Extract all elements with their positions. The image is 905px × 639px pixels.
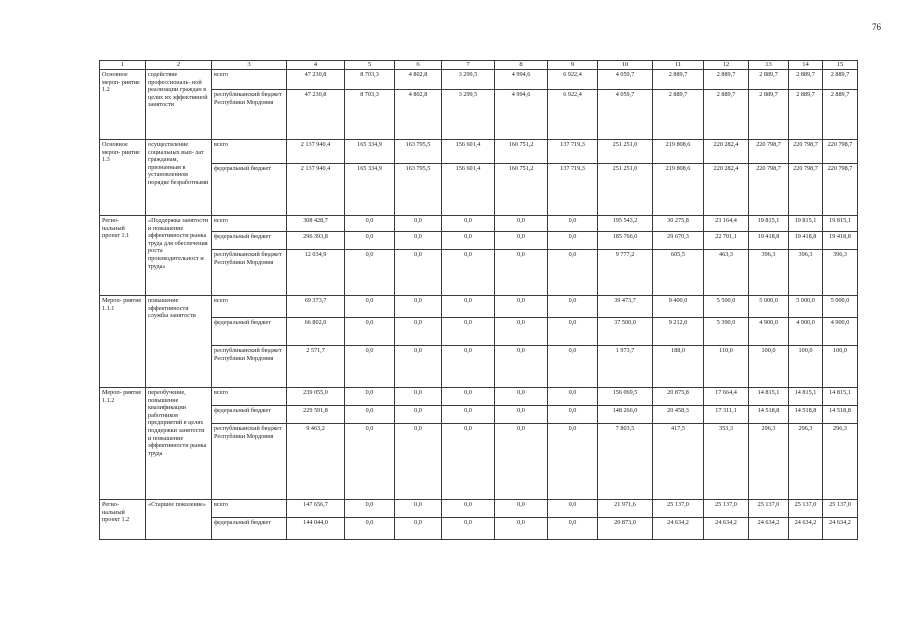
- funding-source-cell: всего: [212, 140, 287, 164]
- amount-cell: 2 889,7: [823, 70, 858, 90]
- amount-cell: 9 777,2: [598, 250, 653, 296]
- amount-cell: 2 889,7: [653, 90, 704, 140]
- amount-cell: 4 802,8: [395, 70, 442, 90]
- amount-cell: 296,3: [789, 424, 823, 500]
- amount-cell: 219 808,6: [653, 140, 704, 164]
- amount-cell: 0,0: [548, 406, 598, 424]
- table-row: [100, 406, 858, 424]
- amount-cell: 239 055,0: [287, 388, 345, 406]
- table-row: [100, 90, 858, 140]
- amount-cell: 4 059,7: [598, 90, 653, 140]
- amount-cell: 5 000,0: [749, 296, 789, 318]
- amount-cell: 2 889,7: [704, 90, 749, 140]
- amount-cell: 12 034,9: [287, 250, 345, 296]
- amount-cell: 0,0: [548, 318, 598, 346]
- amount-cell: 0,0: [395, 216, 442, 232]
- amount-cell: 17 311,1: [704, 406, 749, 424]
- amount-cell: 24 634,2: [704, 518, 749, 540]
- funding-source-cell: всего: [212, 388, 287, 406]
- amount-cell: 0,0: [495, 500, 548, 518]
- header-cell: 4: [287, 61, 345, 70]
- amount-cell: 0,0: [395, 250, 442, 296]
- amount-cell: 2 137 940,4: [287, 140, 345, 164]
- header-cell: 8: [495, 61, 548, 70]
- amount-cell: 3 299,5: [442, 70, 495, 90]
- amount-cell: 156 601,4: [442, 164, 495, 216]
- amount-cell: 0,0: [395, 296, 442, 318]
- table-row: [100, 346, 858, 388]
- program-name-cell: переобучение, повышение квалификации работников предприятий в целях поддержки занятости и повышение эффективности рынка труда: [146, 388, 212, 500]
- amount-cell: 29 670,3: [653, 232, 704, 250]
- amount-cell: 0,0: [495, 318, 548, 346]
- amount-cell: 24 634,2: [749, 518, 789, 540]
- amount-cell: 24 634,2: [823, 518, 858, 540]
- amount-cell: 20 873,0: [598, 518, 653, 540]
- amount-cell: 163 795,5: [395, 140, 442, 164]
- amount-cell: 0,0: [345, 346, 395, 388]
- amount-cell: 220 798,7: [789, 140, 823, 164]
- budget-table: [99, 60, 858, 540]
- amount-cell: 4 994,6: [495, 70, 548, 90]
- table-row: [100, 318, 858, 346]
- amount-cell: 0,0: [495, 424, 548, 500]
- amount-cell: 0,0: [442, 296, 495, 318]
- amount-cell: 19 418,8: [749, 232, 789, 250]
- table-row: [100, 388, 858, 406]
- amount-cell: 2 889,7: [704, 70, 749, 90]
- amount-cell: 100,0: [749, 346, 789, 388]
- funding-source-cell: федеральный бюджет: [212, 232, 287, 250]
- funding-source-cell: федеральный бюджет: [212, 164, 287, 216]
- amount-cell: 22 701,1: [704, 232, 749, 250]
- amount-cell: 0,0: [345, 518, 395, 540]
- program-code-cell: Основное мероп- риятие 1.2: [100, 70, 146, 140]
- amount-cell: 21 971,6: [598, 500, 653, 518]
- program-name-cell: «Старшее поколение»: [146, 500, 212, 540]
- header-cell: 11: [653, 61, 704, 70]
- amount-cell: 19 815,1: [749, 216, 789, 232]
- amount-cell: 4 059,7: [598, 70, 653, 90]
- amount-cell: 0,0: [495, 296, 548, 318]
- amount-cell: 6 922,4: [548, 70, 598, 90]
- amount-cell: 163 795,5: [395, 164, 442, 216]
- amount-cell: 220 798,7: [749, 164, 789, 216]
- amount-cell: 24 634,2: [789, 518, 823, 540]
- amount-cell: 396,3: [789, 250, 823, 296]
- amount-cell: 37 500,0: [598, 318, 653, 346]
- amount-cell: 8 703,3: [345, 70, 395, 90]
- amount-cell: 0,0: [395, 406, 442, 424]
- amount-cell: 296,3: [749, 424, 789, 500]
- header-cell: 10: [598, 61, 653, 70]
- program-name-cell: повышение эффективности службы занятости: [146, 296, 212, 388]
- table-row: [100, 140, 858, 164]
- amount-cell: 220 798,7: [789, 164, 823, 216]
- amount-cell: 148 266,0: [598, 406, 653, 424]
- amount-cell: 308 428,7: [287, 216, 345, 232]
- amount-cell: 0,0: [345, 500, 395, 518]
- amount-cell: 0,0: [548, 388, 598, 406]
- amount-cell: 14 518,8: [823, 406, 858, 424]
- amount-cell: 9 400,0: [653, 296, 704, 318]
- amount-cell: 6 922,4: [548, 90, 598, 140]
- program-code-cell: Регио- нальный проект 1.2: [100, 500, 146, 540]
- amount-cell: 4 900,0: [789, 318, 823, 346]
- amount-cell: 2 571,7: [287, 346, 345, 388]
- header-cell: 3: [212, 61, 287, 70]
- amount-cell: 0,0: [495, 346, 548, 388]
- amount-cell: 25 137,0: [749, 500, 789, 518]
- amount-cell: 0,0: [548, 500, 598, 518]
- amount-cell: 296,3: [823, 424, 858, 500]
- amount-cell: 14 815,1: [789, 388, 823, 406]
- funding-source-cell: республиканский бюджет Республики Мордовия: [212, 250, 287, 296]
- amount-cell: 2 889,7: [789, 90, 823, 140]
- header-cell: 14: [789, 61, 823, 70]
- amount-cell: 4 900,0: [749, 318, 789, 346]
- amount-cell: 0,0: [442, 346, 495, 388]
- table-row: [100, 164, 858, 216]
- amount-cell: 2 889,7: [789, 70, 823, 90]
- amount-cell: 0,0: [548, 232, 598, 250]
- amount-cell: 219 808,6: [653, 164, 704, 216]
- amount-cell: 229 591,8: [287, 406, 345, 424]
- amount-cell: 9 463,2: [287, 424, 345, 500]
- amount-cell: 2 889,7: [823, 90, 858, 140]
- amount-cell: 251 251,0: [598, 164, 653, 216]
- header-cell: 2: [146, 61, 212, 70]
- amount-cell: 4 802,8: [395, 90, 442, 140]
- amount-cell: 19 815,1: [823, 216, 858, 232]
- amount-cell: 100,0: [823, 346, 858, 388]
- header-cell: 5: [345, 61, 395, 70]
- amount-cell: 185 766,0: [598, 232, 653, 250]
- amount-cell: 0,0: [442, 518, 495, 540]
- funding-source-cell: федеральный бюджет: [212, 318, 287, 346]
- table-row: [100, 500, 858, 518]
- amount-cell: 0,0: [548, 518, 598, 540]
- amount-cell: 0,0: [395, 518, 442, 540]
- amount-cell: 19 418,8: [789, 232, 823, 250]
- amount-cell: 0,0: [395, 424, 442, 500]
- header-cell: 9: [548, 61, 598, 70]
- amount-cell: 14 815,1: [749, 388, 789, 406]
- funding-source-cell: всего: [212, 500, 287, 518]
- amount-cell: 66 802,0: [287, 318, 345, 346]
- amount-cell: 165 334,9: [345, 164, 395, 216]
- amount-cell: 0,0: [442, 250, 495, 296]
- amount-cell: 137 719,3: [548, 164, 598, 216]
- amount-cell: 0,0: [495, 216, 548, 232]
- amount-cell: 25 137,0: [704, 500, 749, 518]
- amount-cell: 0,0: [345, 406, 395, 424]
- funding-source-cell: всего: [212, 296, 287, 318]
- program-code-cell: Основное мероп- риятие 1.3: [100, 140, 146, 216]
- amount-cell: 19 815,1: [789, 216, 823, 232]
- funding-source-cell: всего: [212, 70, 287, 90]
- amount-cell: 0,0: [495, 388, 548, 406]
- amount-cell: 2 137 940,4: [287, 164, 345, 216]
- amount-cell: 296 393,8: [287, 232, 345, 250]
- amount-cell: 5 000,0: [823, 296, 858, 318]
- funding-source-cell: федеральный бюджет: [212, 518, 287, 540]
- header-row: [100, 61, 858, 70]
- table-row: [100, 518, 858, 540]
- table-row: [100, 296, 858, 318]
- program-code-cell: Регио- нальный проект 1.1: [100, 216, 146, 296]
- amount-cell: 0,0: [345, 296, 395, 318]
- table-row: [100, 250, 858, 296]
- funding-source-cell: всего: [212, 216, 287, 232]
- funding-source-cell: федеральный бюджет: [212, 406, 287, 424]
- amount-cell: 0,0: [442, 406, 495, 424]
- amount-cell: 220 282,4: [704, 164, 749, 216]
- amount-cell: 0,0: [395, 388, 442, 406]
- amount-cell: 4 900,0: [823, 318, 858, 346]
- amount-cell: 23 164,4: [704, 216, 749, 232]
- amount-cell: 19 418,8: [823, 232, 858, 250]
- amount-cell: 0,0: [442, 388, 495, 406]
- funding-source-cell: республиканский бюджет Республики Мордовия: [212, 90, 287, 140]
- amount-cell: 9 212,0: [653, 318, 704, 346]
- amount-cell: 2 889,7: [749, 70, 789, 90]
- header-cell: 1: [100, 61, 146, 70]
- amount-cell: 5 390,0: [704, 318, 749, 346]
- amount-cell: 0,0: [345, 318, 395, 346]
- amount-cell: 30 275,8: [653, 216, 704, 232]
- page-number: 76: [872, 22, 881, 32]
- header-cell: 12: [704, 61, 749, 70]
- amount-cell: 0,0: [495, 232, 548, 250]
- table-row: [100, 70, 858, 90]
- funding-source-cell: республиканский бюджет Республики Мордовия: [212, 346, 287, 388]
- program-name-cell: содействие профессиональ- ной реализации граждан в целях их эффективной занятости: [146, 70, 212, 140]
- header-cell: 6: [395, 61, 442, 70]
- amount-cell: 0,0: [442, 318, 495, 346]
- table-row: [100, 216, 858, 232]
- amount-cell: 417,5: [653, 424, 704, 500]
- amount-cell: 0,0: [548, 216, 598, 232]
- amount-cell: 25 137,0: [823, 500, 858, 518]
- amount-cell: 0,0: [442, 216, 495, 232]
- amount-cell: 14 518,8: [789, 406, 823, 424]
- amount-cell: 0,0: [442, 500, 495, 518]
- amount-cell: 3 299,5: [442, 90, 495, 140]
- amount-cell: 605,5: [653, 250, 704, 296]
- amount-cell: 20 875,8: [653, 388, 704, 406]
- program-code-cell: Мероп- риятие 1.1.1: [100, 296, 146, 388]
- amount-cell: 220 282,4: [704, 140, 749, 164]
- amount-cell: 0,0: [395, 232, 442, 250]
- amount-cell: 0,0: [345, 424, 395, 500]
- amount-cell: 396,3: [823, 250, 858, 296]
- amount-cell: 463,3: [704, 250, 749, 296]
- amount-cell: 0,0: [345, 250, 395, 296]
- amount-cell: 147 656,7: [287, 500, 345, 518]
- header-cell: 15: [823, 61, 858, 70]
- amount-cell: 156 069,5: [598, 388, 653, 406]
- amount-cell: 0,0: [548, 424, 598, 500]
- table-row: [100, 232, 858, 250]
- amount-cell: 0,0: [442, 232, 495, 250]
- amount-cell: 14 518,8: [749, 406, 789, 424]
- program-code-cell: Мероп- риятие 1.1.2: [100, 388, 146, 500]
- amount-cell: 251 251,0: [598, 140, 653, 164]
- amount-cell: 195 543,2: [598, 216, 653, 232]
- amount-cell: 0,0: [345, 232, 395, 250]
- header-cell: 13: [749, 61, 789, 70]
- amount-cell: 0,0: [442, 424, 495, 500]
- amount-cell: 5 000,0: [789, 296, 823, 318]
- funding-source-cell: республиканский бюджет Республики Мордовия: [212, 424, 287, 500]
- amount-cell: 0,0: [548, 346, 598, 388]
- amount-cell: 4 994,6: [495, 90, 548, 140]
- amount-cell: 220 798,7: [749, 140, 789, 164]
- amount-cell: 165 334,9: [345, 140, 395, 164]
- program-name-cell: осуществление социальных вып- лат гражданам, признанным в установленном порядке безработными: [146, 140, 212, 216]
- amount-cell: 69 373,7: [287, 296, 345, 318]
- amount-cell: 0,0: [495, 406, 548, 424]
- amount-cell: 0,0: [345, 388, 395, 406]
- amount-cell: 20 458,3: [653, 406, 704, 424]
- table-row: [100, 424, 858, 500]
- amount-cell: 47 230,8: [287, 70, 345, 90]
- amount-cell: 156 601,4: [442, 140, 495, 164]
- amount-cell: 8 703,3: [345, 90, 395, 140]
- amount-cell: 220 798,7: [823, 164, 858, 216]
- amount-cell: 0,0: [548, 250, 598, 296]
- amount-cell: 25 137,0: [653, 500, 704, 518]
- amount-cell: 110,0: [704, 346, 749, 388]
- amount-cell: 137 719,3: [548, 140, 598, 164]
- amount-cell: 14 815,1: [823, 388, 858, 406]
- amount-cell: 47 230,8: [287, 90, 345, 140]
- amount-cell: 396,3: [749, 250, 789, 296]
- amount-cell: 39 473,7: [598, 296, 653, 318]
- amount-cell: 100,0: [789, 346, 823, 388]
- amount-cell: 160 751,2: [495, 164, 548, 216]
- amount-cell: 0,0: [395, 500, 442, 518]
- amount-cell: 0,0: [395, 346, 442, 388]
- amount-cell: 2 889,7: [653, 70, 704, 90]
- amount-cell: 160 751,2: [495, 140, 548, 164]
- amount-cell: 1 973,7: [598, 346, 653, 388]
- amount-cell: 17 664,4: [704, 388, 749, 406]
- program-name-cell: «Поддержка занятости и повышение эффективности рынка труда для обеспечения роста производительност и труда»: [146, 216, 212, 296]
- amount-cell: 0,0: [345, 216, 395, 232]
- amount-cell: 5 500,0: [704, 296, 749, 318]
- amount-cell: 188,0: [653, 346, 704, 388]
- amount-cell: 7 803,5: [598, 424, 653, 500]
- amount-cell: 25 137,0: [789, 500, 823, 518]
- amount-cell: 353,3: [704, 424, 749, 500]
- amount-cell: 0,0: [495, 518, 548, 540]
- header-cell: 7: [442, 61, 495, 70]
- amount-cell: 24 634,2: [653, 518, 704, 540]
- amount-cell: 144 044,0: [287, 518, 345, 540]
- amount-cell: 0,0: [548, 296, 598, 318]
- amount-cell: 0,0: [495, 250, 548, 296]
- amount-cell: 220 798,7: [823, 140, 858, 164]
- amount-cell: 2 889,7: [749, 90, 789, 140]
- amount-cell: 0,0: [395, 318, 442, 346]
